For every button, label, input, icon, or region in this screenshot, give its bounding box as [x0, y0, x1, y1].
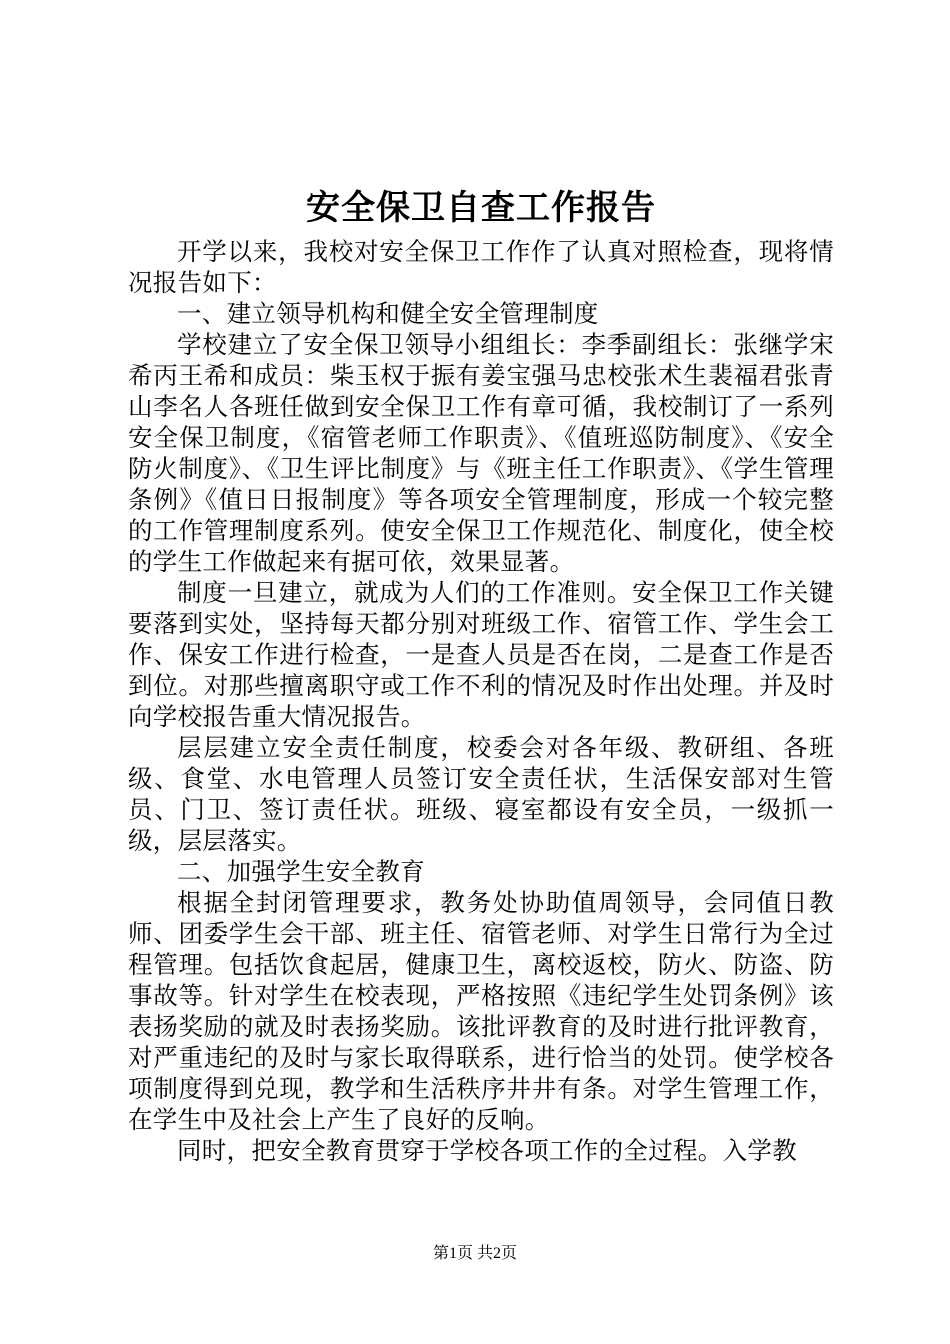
intro-paragraph: 开学以来，我校对安全保卫工作作了认真对照检查，现将情况报告如下：: [128, 237, 834, 297]
body-paragraph: 同时，把安全教育贯穿于学校各项工作的全过程。入学教: [177, 1136, 797, 1165]
section-heading-2: 二、加强学生安全教育: [177, 857, 425, 886]
body-paragraph: 制度一旦建立，就成为人们的工作准则。安全保卫工作关键要落到实处，坚持每天都分别对班级工作、宿管工作、学生会工作、保安工作进行检查，一是查人员是否在岗，二是查工作是否到位。对那些擅离职守或工作不利的情况及时作出处理。并及时向学校报告重大情况报告。: [128, 578, 834, 731]
page-number-footer: 第1页 共2页: [432, 1245, 517, 1262]
document-body: [128, 180, 834, 1166]
body-paragraph: 学校建立了安全保卫领导小组组长：李季副组长：张继学宋希丙王希和成员：柴玉权于振有姜宝强马忠校张术生裴福君张青山李名人各班任做到安全保卫工作有章可循，我校制订了一系列安全保卫制度，《宿管老师工作职责》、《值班巡防制度》、《安全防火制度》、《卫生评比制度》与《班主任工作职责》、《学生管理条例》《值日日报制度》等各项安全管理制度，形成一个较完整的工作管理制度系列。使安全保卫工作规范化、制度化，使全校的学生工作做起来有据可依，效果显著。: [128, 330, 834, 576]
document-title: 安全保卫自查工作报告: [306, 188, 656, 228]
section-heading-1: 一、建立领导机构和健全安全管理制度: [177, 299, 599, 328]
body-paragraph: 根据全封闭管理要求，教务处协助值周领导，会同值日教师、团委学生会干部、班主任、宿管老师、对学生日常行为全过程管理。包括饮食起居，健康卫生，离校返校，防火、防盗、防事故等。针对学生在校表现，严格按照《违纪学生处罚条例》该表扬奖励的就及时表扬奖励。该批评教育的及时进行批评教育，对严重违纪的及时与家长取得联系，进行恰当的处罚。使学校各项制度得到兑现，教学和生活秩序井井有条。对学生管理工作，在学生中及社会上产生了良好的反响。: [128, 888, 834, 1134]
body-paragraph: 层层建立安全责任制度，校委会对各年级、教研组、各班级、食堂、水电管理人员签订安全责任状，生活保安部对生管员、门卫、签订责任状。班级、寝室都设有安全员，一级抓一级，层层落实。: [128, 733, 834, 855]
